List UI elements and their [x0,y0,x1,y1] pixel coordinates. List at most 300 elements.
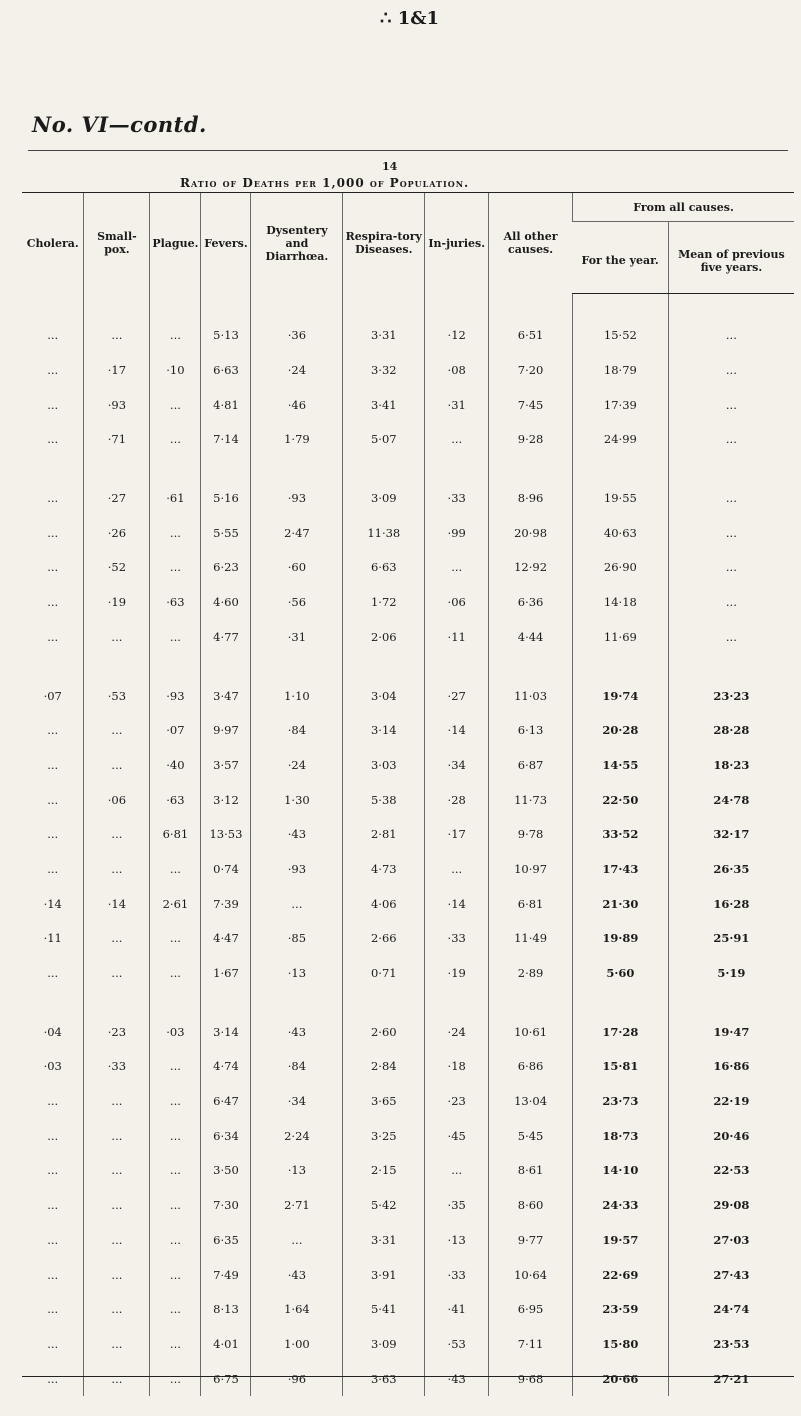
table-cell: 23·23 [668,678,794,713]
col-header-other-causes: All other causes. [489,193,573,294]
table-cell: ·61 [150,481,201,516]
table-row [22,921,794,956]
col-header-dysentery: Dysentery and Diarrhœa. [251,193,343,294]
table-cell: ·56 [251,585,343,620]
table-cell: ·41 [425,1292,489,1327]
table-cell: ·33 [425,1257,489,1292]
table-cell: 14·10 [573,1153,669,1188]
table-cell: 5·45 [489,1118,573,1153]
table-cell: 19·57 [573,1223,669,1258]
table-cell: ·33 [425,481,489,516]
table-cell: ... [150,1049,201,1084]
table-cell: ·34 [425,748,489,783]
col-header-plague: Plague. [150,193,201,294]
table-cell: 5·16 [201,481,251,516]
table-cell: ·53 [425,1327,489,1362]
table-cell: ... [150,1188,201,1223]
table-cell: 24·33 [573,1188,669,1223]
table-cell: 17·28 [573,1014,669,1049]
table-cell: ... [47,1302,59,1317]
table-cell: ... [150,1084,201,1119]
table-cell: 26·35 [668,852,794,887]
table-cell: ... [47,792,59,807]
table-cell: 6·47 [201,1084,251,1119]
table-cell: 3·41 [343,387,425,422]
table-cell: ·14 [84,886,150,921]
table-cell: 11·03 [489,678,573,713]
table-cell: 28·28 [668,713,794,748]
table-cell: 9·97 [201,713,251,748]
table-cell: ·19 [84,585,150,620]
table-cell: ·31 [251,620,343,655]
table-cell: ... [668,387,794,422]
table-cell: ... [668,550,794,585]
table-cell: ... [47,966,59,981]
group-spacer [22,457,794,481]
table-cell: ·07 [150,713,201,748]
table-cell: 6·35 [201,1223,251,1258]
table-cell: 22·50 [573,782,669,817]
spacer-cell [84,654,150,678]
table-cell: ... [84,748,150,783]
table-cell: ... [47,1163,59,1178]
table-cell: ... [84,1153,150,1188]
spacer-cell [573,990,669,1014]
table-row [22,1188,794,1223]
table-cell: 6·13 [489,713,573,748]
table-cell: ·53 [84,678,150,713]
table-cell: 6·63 [201,353,251,388]
table-cell: 17·43 [573,852,669,887]
spacer-cell [489,654,573,678]
table-cell: ... [47,757,59,772]
spacer-cell [251,990,343,1014]
spacer-cell [84,294,150,319]
table-cell: ... [150,387,201,422]
table-cell: 1·64 [251,1292,343,1327]
table-cell: ... [84,1084,150,1119]
table-cell: ·26 [84,515,150,550]
table-cell: 15·52 [573,318,669,353]
col-header-mean-five-years: Mean of previous five years. [668,222,794,294]
spacer-cell [489,990,573,1014]
table-cell: 2·15 [343,1153,425,1188]
table-cell: 23·53 [668,1327,794,1362]
table-cell: ... [47,629,59,644]
table-cell: ·60 [251,550,343,585]
table-cell: 6·36 [489,585,573,620]
table-cell: 32·17 [668,817,794,852]
table-cell: 7·39 [201,886,251,921]
table-cell: 1·10 [251,678,343,713]
table-cell: ·14 [425,886,489,921]
table-cell: 1·00 [251,1327,343,1362]
table-cell: 23·73 [573,1084,669,1119]
table-cell: 26·90 [573,550,669,585]
table-cell: 9·78 [489,817,573,852]
table-cell: 7·45 [489,387,573,422]
table-cell: ... [84,1223,150,1258]
table-row [22,1153,794,1188]
table-cell: ... [425,852,489,887]
table-cell: ·40 [150,748,201,783]
table-cell: ·13 [251,1153,343,1188]
spacer-cell [201,294,251,319]
table-cell: ·27 [425,678,489,713]
table-cell: 6·81 [150,817,201,852]
table-cell: ·24 [251,748,343,783]
table-cell: ... [150,1292,201,1327]
table-cell: ·17 [84,353,150,388]
table-cell: ... [47,525,59,540]
col-header-fevers: Fevers. [201,193,251,294]
table-cell: ·63 [150,585,201,620]
table-cell: ·10 [150,353,201,388]
spacer-cell [573,294,669,319]
table-cell: 11·38 [343,515,425,550]
table-cell: 2·24 [251,1118,343,1153]
table-row [22,1361,794,1396]
table-cell: 11·73 [489,782,573,817]
spacer-cell [343,654,425,678]
table-cell: 6·81 [489,886,573,921]
spacer-cell [22,294,84,319]
col-header-cholera: Cholera. [22,193,84,294]
table-title: Ratio of Deaths per 1,000 of Population. [180,176,470,190]
table-cell: ... [251,886,343,921]
table-cell: ... [425,550,489,585]
spacer-cell [84,457,150,481]
table-cell: 24·99 [573,422,669,457]
table-cell: 7·20 [489,353,573,388]
table-cell: 0·74 [201,852,251,887]
table-cell: 4·01 [201,1327,251,1362]
table-cell: 27·03 [668,1223,794,1258]
table-cell: 2·81 [343,817,425,852]
table-row [22,387,794,422]
table-cell: ... [150,422,201,457]
table-row [22,1292,794,1327]
table-cell: ... [425,1153,489,1188]
table-cell: 13·04 [489,1084,573,1119]
table-cell: 1·72 [343,585,425,620]
table-cell: 16·28 [668,886,794,921]
table-cell: 3·32 [343,353,425,388]
table-cell: ·11 [43,931,62,946]
table-cell: 22·19 [668,1084,794,1119]
table-cell: 3·57 [201,748,251,783]
table-cell: 6·34 [201,1118,251,1153]
table-cell: ·84 [251,1049,343,1084]
table-cell: ·93 [251,481,343,516]
table-cell: 5·55 [201,515,251,550]
table-cell: 5·13 [201,318,251,353]
spacer-cell [489,457,573,481]
table-cell: 6·95 [489,1292,573,1327]
table-cell: 6·86 [489,1049,573,1084]
spacer-cell [425,294,489,319]
table-cell: ·08 [425,353,489,388]
table-cell: 3·91 [343,1257,425,1292]
table-cell: 13·53 [201,817,251,852]
table-cell: 4·47 [201,921,251,956]
table-cell: ·52 [84,550,150,585]
table-cell: 11·49 [489,921,573,956]
table-cell: ... [84,318,150,353]
spacer-cell [668,457,794,481]
table-cell: ... [668,353,794,388]
table-cell: ... [150,620,201,655]
table-cell: ... [84,1292,150,1327]
spacer-cell [22,654,84,678]
table-cell: ... [47,827,59,842]
spacer-cell [201,990,251,1014]
table-cell: 5·07 [343,422,425,457]
spacer-cell [150,457,201,481]
table-cell: ... [47,1267,59,1282]
table-cell: ... [47,1336,59,1351]
table-cell: ... [150,1153,201,1188]
table-cell: ... [150,852,201,887]
table-cell: 20·98 [489,515,573,550]
table-cell: 4·06 [343,886,425,921]
table-cell: 3·31 [343,318,425,353]
table-cell: ·84 [251,713,343,748]
table-cell: 3·25 [343,1118,425,1153]
table-cell: ... [84,921,150,956]
table-cell: 18·79 [573,353,669,388]
table-cell: ·11 [425,620,489,655]
table-cell: ... [84,1327,150,1362]
table-cell: 11·69 [573,620,669,655]
table-cell: ... [668,481,794,516]
table-row [22,817,794,852]
table-cell: ... [84,1361,150,1396]
table-cell: 25·91 [668,921,794,956]
table-cell: ·07 [43,688,62,703]
table-row [22,713,794,748]
table-cell: ·33 [84,1049,150,1084]
table-cell: ... [47,1371,59,1386]
table-cell: 19·47 [668,1014,794,1049]
table-row [22,852,794,887]
table-row [22,782,794,817]
table-row [22,956,794,991]
col-header-respiratory: Respira-tory Diseases. [343,193,425,294]
table-cell: 5·41 [343,1292,425,1327]
col-header-for-year: For the year. [573,222,669,294]
spacer-cell [22,990,84,1014]
table-cell: ... [668,318,794,353]
table-cell: 6·51 [489,318,573,353]
table-cell: ... [47,397,59,412]
table-cell: ·06 [84,782,150,817]
table-cell: 1·67 [201,956,251,991]
table-cell: 3·09 [343,481,425,516]
table-cell: ... [668,585,794,620]
table-row [22,1257,794,1292]
table-cell: 3·14 [343,713,425,748]
table-row [22,353,794,388]
table-cell: ·34 [251,1084,343,1119]
table-cell: ·13 [425,1223,489,1258]
table-cell: 20·66 [573,1361,669,1396]
table-row [22,422,794,457]
table-cell: ... [84,852,150,887]
page-number: 14 [382,160,398,173]
table-cell: 0·71 [343,956,425,991]
table-cell: ·03 [43,1059,62,1074]
table-cell: 2·06 [343,620,425,655]
table-cell: ... [47,328,59,343]
table-cell: ·43 [425,1361,489,1396]
table-cell: ... [47,861,59,876]
table-cell: 6·63 [343,550,425,585]
table-cell: ... [84,1257,150,1292]
col-header-injuries: In-juries. [425,193,489,294]
table-cell: ... [150,956,201,991]
table-cell: 29·08 [668,1188,794,1223]
spacer-cell [425,990,489,1014]
table-cell: 5·60 [573,956,669,991]
table-cell: 3·63 [343,1361,425,1396]
table-cell: 2·71 [251,1188,343,1223]
spacer-cell [489,294,573,319]
table-cell: 9·77 [489,1223,573,1258]
table-cell: ·23 [84,1014,150,1049]
col-group-all-causes: From all causes. [573,193,795,222]
spacer-cell [22,457,84,481]
table-cell: ... [150,318,201,353]
spacer-cell [573,654,669,678]
table-cell: 2·60 [343,1014,425,1049]
table-cell: 7·49 [201,1257,251,1292]
spacer-cell [668,654,794,678]
table-cell: 2·66 [343,921,425,956]
table-cell: ... [84,956,150,991]
table-row [22,1049,794,1084]
table-cell: 22·53 [668,1153,794,1188]
table-cell: 9·28 [489,422,573,457]
table-cell: ... [150,1257,201,1292]
table-cell: 5·19 [668,956,794,991]
table-cell: ·14 [425,713,489,748]
table-cell: ·04 [43,1024,62,1039]
table-cell: ... [47,432,59,447]
table-cell: 3·50 [201,1153,251,1188]
table-cell: 24·78 [668,782,794,817]
mortality-table [22,192,794,1396]
table-cell: ·93 [251,852,343,887]
bottom-rule [22,1376,794,1377]
table-cell: ·24 [425,1014,489,1049]
table-cell: ·06 [425,585,489,620]
spacer-cell [201,457,251,481]
table-cell: 14·55 [573,748,669,783]
table-cell: ... [47,560,59,575]
table-cell: 7·11 [489,1327,573,1362]
spacer-cell [573,457,669,481]
table-cell: ·33 [425,921,489,956]
table-cell: ·99 [425,515,489,550]
table-cell: 3·03 [343,748,425,783]
table-cell: 19·55 [573,481,669,516]
spacer-cell [251,294,343,319]
table-cell: ... [47,1094,59,1109]
spacer-cell [84,990,150,1014]
table-cell: 4·44 [489,620,573,655]
table-cell: 4·73 [343,852,425,887]
table-cell: 2·61 [150,886,201,921]
table-row [22,1223,794,1258]
table-cell: 33·52 [573,817,669,852]
table-cell: ·31 [425,387,489,422]
table-row [22,620,794,655]
table-cell: ·18 [425,1049,489,1084]
table-cell: 10·61 [489,1014,573,1049]
table-cell: 8·60 [489,1188,573,1223]
spacer-cell [251,654,343,678]
table-cell: ·24 [251,353,343,388]
table-cell: 9·68 [489,1361,573,1396]
table-cell: ... [47,595,59,610]
table-row [22,1014,794,1049]
table-cell: ·93 [84,387,150,422]
table-cell: ·23 [425,1084,489,1119]
table-cell: ·35 [425,1188,489,1223]
table-cell: ... [668,515,794,550]
table-cell: ... [47,1128,59,1143]
table-cell: 23·59 [573,1292,669,1327]
table-cell: 3·14 [201,1014,251,1049]
table-cell: 6·23 [201,550,251,585]
table-row [22,678,794,713]
table-cell: 6·87 [489,748,573,783]
table-cell: 7·30 [201,1188,251,1223]
table-cell: 16·86 [668,1049,794,1084]
spacer-cell [150,654,201,678]
table-cell: ·46 [251,387,343,422]
table-cell: ... [84,1188,150,1223]
table-cell: ·96 [251,1361,343,1396]
table-cell: 1·30 [251,782,343,817]
table-cell: ·71 [84,422,150,457]
table-cell: 1·79 [251,422,343,457]
table-cell: ·13 [251,956,343,991]
table-cell: 8·61 [489,1153,573,1188]
table-row [22,1327,794,1362]
table-cell: ·14 [43,896,62,911]
table-cell: 22·69 [573,1257,669,1292]
table-cell: ·28 [425,782,489,817]
table-cell: 8·13 [201,1292,251,1327]
table-cell: 3·12 [201,782,251,817]
table-cell: ... [84,620,150,655]
table-cell: 8·96 [489,481,573,516]
table-cell: 4·74 [201,1049,251,1084]
table-cell: ·45 [425,1118,489,1153]
table-cell: 3·47 [201,678,251,713]
table-cell: 19·74 [573,678,669,713]
table-row [22,1118,794,1153]
table-cell: ·43 [251,817,343,852]
table-cell: 21·30 [573,886,669,921]
table-cell: ·12 [425,318,489,353]
table-cell: 4·60 [201,585,251,620]
table-cell: 2·84 [343,1049,425,1084]
table-cell: ·93 [150,678,201,713]
table-cell: ... [668,422,794,457]
